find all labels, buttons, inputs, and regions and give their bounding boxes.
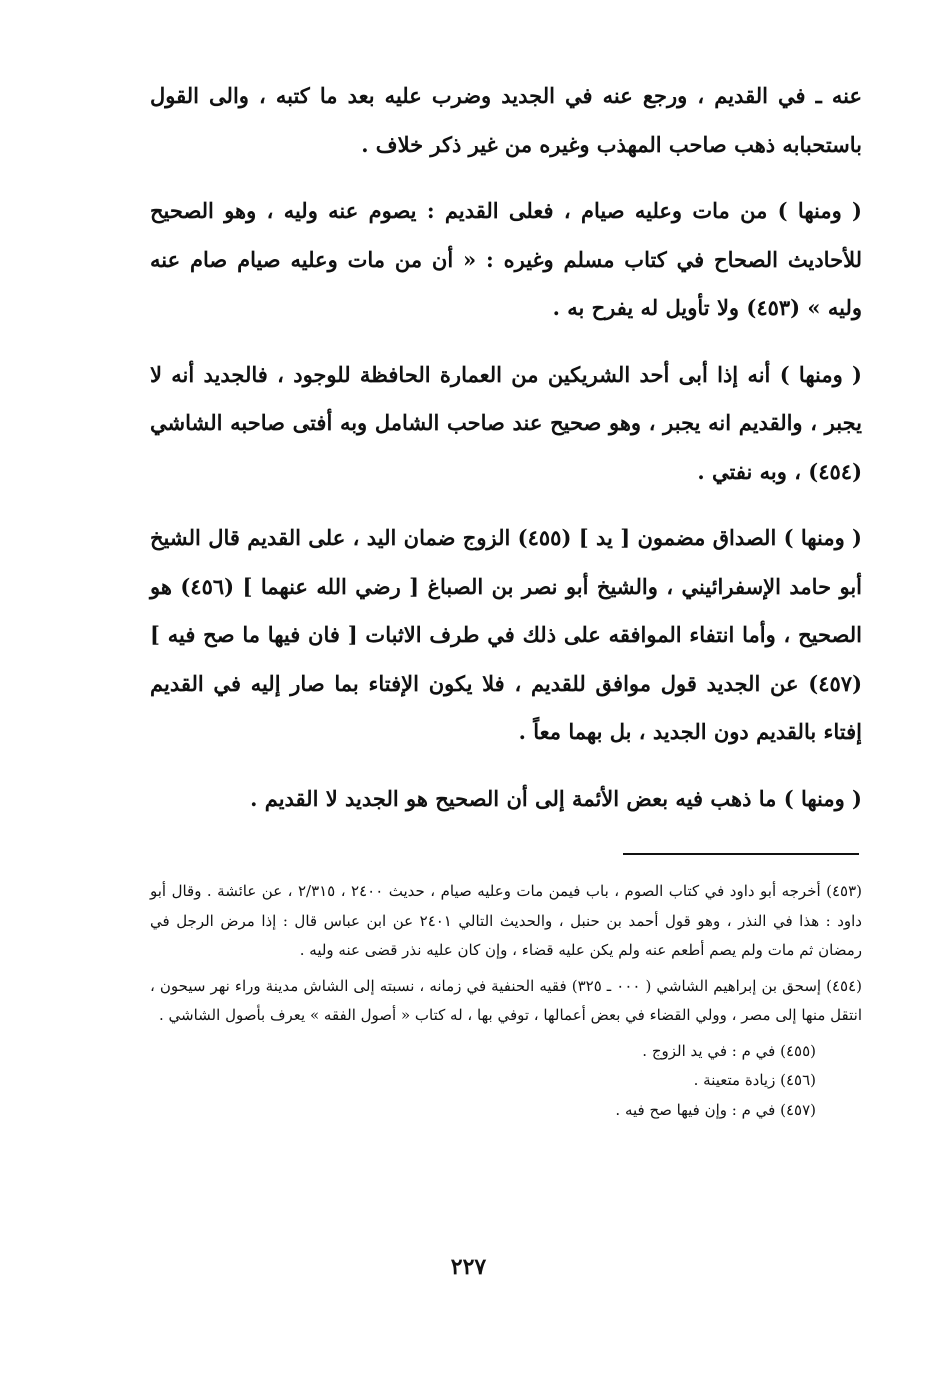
paragraph (150, 775, 862, 824)
paragraph (150, 187, 862, 333)
paragraph-text: عنه ـ في القديم ، ورجع عنه في الجديد وضرب عليه بعد ما كتبه ، والى القول باستحبابه ذهب صاحب المهذب وغيره من غير ذكر خلاف . (150, 83, 862, 157)
footnote: (٤٥٥) في م : في يد الزوج . (642, 1041, 816, 1060)
footnote-separator (623, 853, 859, 855)
paragraph (150, 351, 862, 497)
footnotes (150, 877, 862, 1125)
page-number: ٢٢٧ (450, 1254, 487, 1280)
paragraph-text: ( ومنها ) من مات وعليه صيام ، فعلى القديم : يصوم عنه وليه ، وهو الصحيح للأحاديث الصحاح في كتاب مسلم وغيره : « أن من مات وعليه صيام صام عنه وليه » (٤٥٣) ولا تأويل له يفرح به . (150, 198, 862, 320)
footnote: (٤٥٤) إسحق بن إبراهيم الشاشي ( ٠٠٠ ـ ٣٢٥) فقيه الحنفية في زمانه ، نسبته إلى الشاش مدينة وراء نهر سيحون ، انتقل منها إلى مصر ، وولي القضاء في بعض أعمالها ، توفي بها ، له كتاب « أصول الفقه » يعرف بأصول الشاشي . (150, 976, 862, 1024)
paragraph-text: ( ومنها ) الصداق مضمون [ يد ] (٤٥٥) الزوج ضمان اليد ، على القديم قال الشيخ أبو حامد الإسفرائيني ، والشيخ أبو نصر بن الصباغ [ رضي الله عنهما ] (٤٥٦) هو الصحيح ، وأما انتفاء الموافقه على ذلك في طرف الاثبات [ فان فيها ما صح فيه ] (٤٥٧) عن الجديد قول موافق للقديم ، فلا يكون الإفتاء بما صار إليه في القديم إفتاء بالقديم دون الجديد ، بل بهما معاً . (150, 525, 863, 744)
main-text (150, 72, 862, 841)
footnote: (٤٥٣) أخرجه أبو داود في كتاب الصوم ، باب فيمن مات وعليه صيام ، حديث ٢٤٠٠ ، ٢/٣١٥ ، عن عائشة . وقال أبو داود : هذا في النذر ، وهو قول أحمد بن حنبل ، والحديث التالي ٢٤٠١ عن ابن عباس قال : إذا مرض الرجل في رمضان ثم مات ولم يصم أطعم عنه ولم يكن عليه قضاء ، وإن كان عليه نذر قضى عنه وليه . (150, 882, 863, 959)
footnote: (٤٥٧) في م : وإن فيها صح فيه . (615, 1100, 816, 1119)
paragraph-text: ( ومنها ) أنه إذا أبى أحد الشريكين من العمارة الحافظة للوجود ، فالجديد أنه لا يجبر ، والقديم انه يجبر ، وهو صحيح عند صاحب الشامل وبه أفتى صاحبه الشاشي (٤٥٤) ، وبه نفتي . (150, 361, 862, 484)
paragraph (150, 72, 862, 169)
paragraph-text: ( ومنها ) ما ذهب فيه بعض الأئمة إلى أن الصحيح هو الجديد لا القديم . (250, 785, 862, 811)
footnote: (٤٥٦) زيادة متعينة . (693, 1071, 816, 1089)
paragraph (150, 514, 862, 757)
